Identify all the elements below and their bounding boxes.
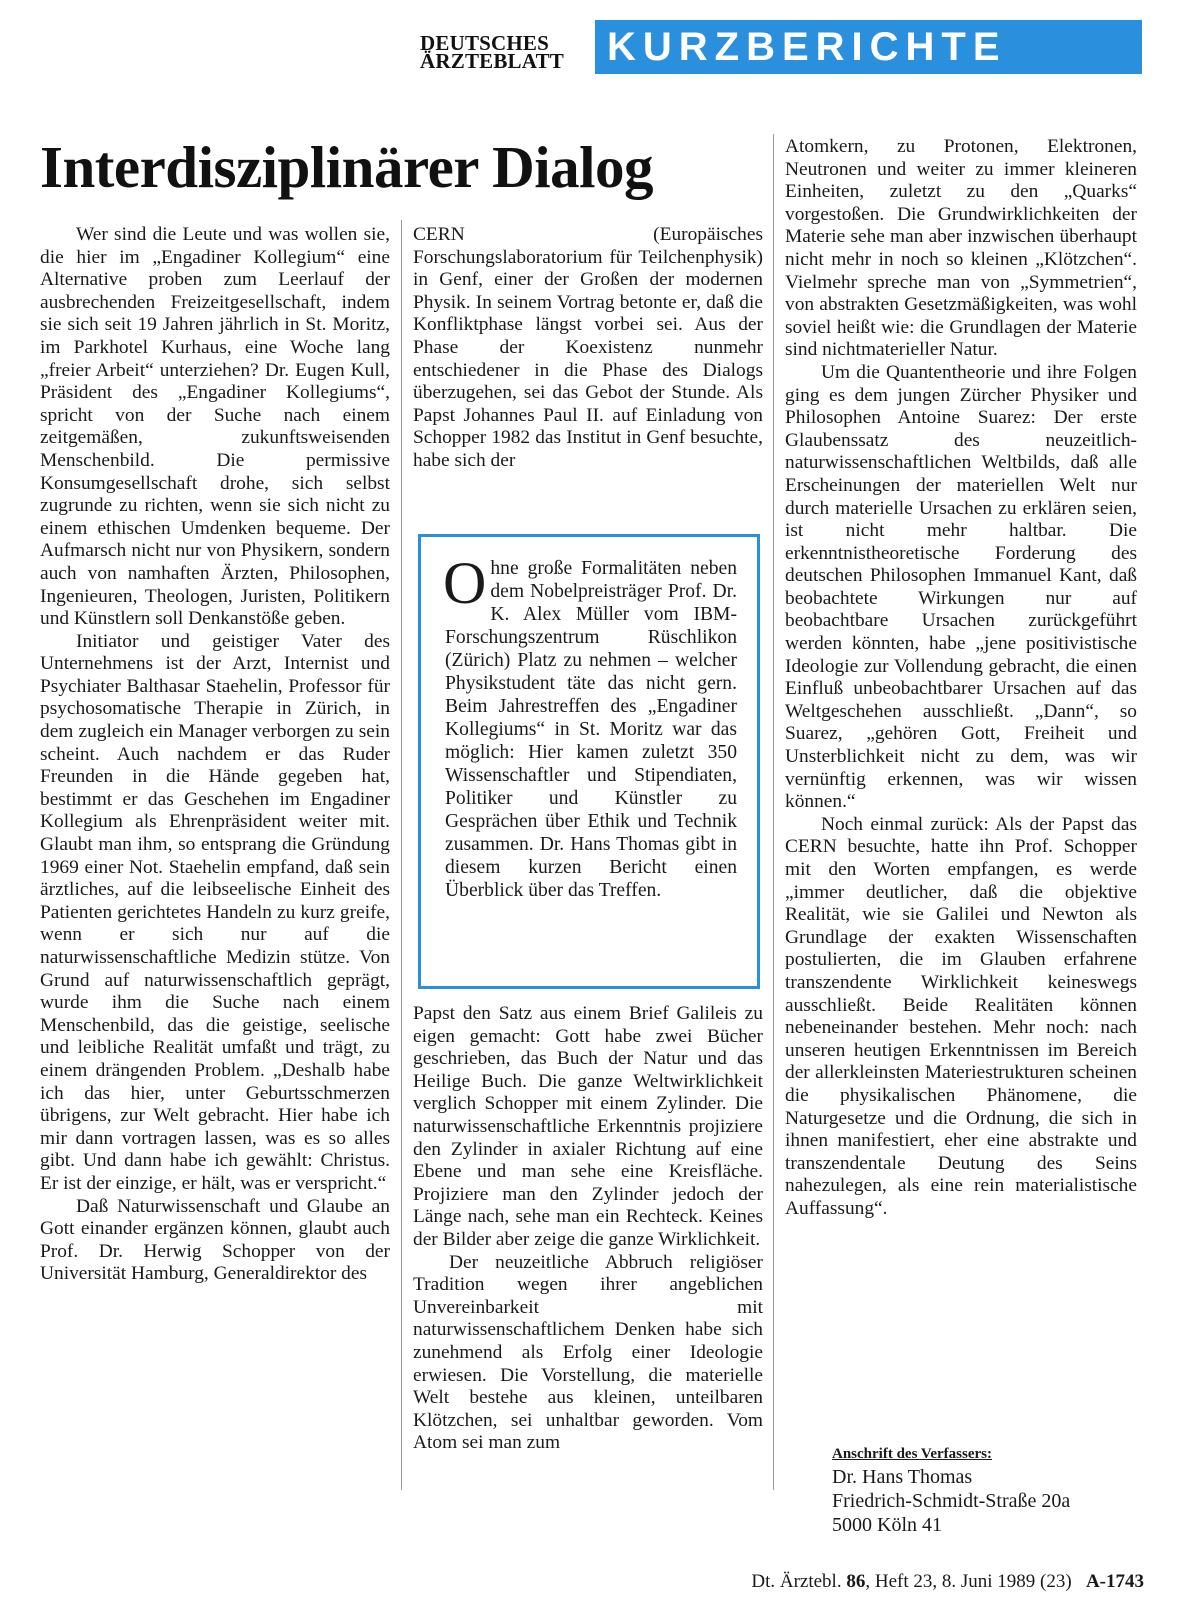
publication-line-1: DEUTSCHES (420, 31, 550, 55)
intro-text (443, 550, 737, 902)
paragraph: Um die Quantentheorie und ihre Folgen ging es dem jungen Zürcher Physiker und Philosophen Antoine Suarez: Der erste Glaubenssatz des neuzeitlich-naturwissenschaftlichen Weltbilds, daß alle Erscheinungen der materiellen Welt nur durch materielle Ursachen zu erklären seien, ist nicht mehr haltbar. Die erkenntnistheoretische Forderung des deutschen Philosophen Immanuel Kant, daß beobachtete Wirkungen nur auf beobachtbare Ursachen zurückgeführt werden könnten, habe „jene positivistische Ideologie zur Vollendung gebracht, die einen Einfluß unbeobachtbarer Ursachen auf das Weltgeschehen ausschließt. „Dann“, so Suarez, „gehören Gott, Freiheit und Unsterblichkeit nicht zu dem, was wir vernünftig erkennen, was wir wissen können.“ (785, 361, 1137, 813)
author-address (832, 1446, 1152, 1537)
author-street: Friedrich-Schmidt-Straße 20a (832, 1490, 1071, 1512)
paragraph: Atomkern, zu Protonen, Elektronen, Neutronen und weiter zu immer kleineren Einheiten, zuletzt zu den „Quarks“ vorgestoßen. Die Grundwirklichkeiten der Materie sehe man aber inzwischen überhaupt nicht mehr in noch so kleinen „Klötzchen“. Vielmehr spreche man von „Symmetrien“, von abstrakten Gesetzmäßigkeiten, was wohl soviel heißt wie: die Grundlagen der Materie sind nichtmaterieller Natur. (785, 136, 1137, 361)
section-banner: KURZBERICHTE (595, 20, 1142, 74)
paragraph: Papst den Satz aus einem Brief Galileis zu eigen gemacht: Gott habe zwei Bücher geschrieben, das Buch der Natur und das Heilige Buch. Die ganze Weltwirklichkeit verglich Schopper mit einem Zylinder. Die naturwissenschaftliche Erkenntnis projiziere den Zylinder in axialer Richtung auf eine Ebene und man sehe eine Kreisfläche. Projiziere man den Zylinder jedoch der Länge nach, sehe man ein Rechteck. Keines der Bilder aber zeige die ganze Wirklichkeit. (413, 1003, 763, 1250)
article-column-2-bottom (413, 1003, 763, 1455)
publication-line-2: ÄRZTEBLATT (420, 49, 564, 73)
paragraph: Der neuzeitliche Abbruch religiöser Tradition wegen ihrer angeblichen Unvereinbarkeit mit naturwissenschaftlichem Denken habe sich zunehmend als Erfolg einer Ideologie erwiesen. Die Vorstellung, die materielle Welt bestehe aus kleinen, unteilbaren Klötzchen, sei unhaltbar geworden. Vom Atom sei man zum (413, 1251, 763, 1454)
paragraph: CERN (Europäisches Forschungslaboratorium für Teilchenphysik) in Genf, einer der Großen der modernen Physik. In seinem Vortrag betonte er, daß die Konfliktphase längst vorbei sei. Aus der Phase der Koexistenz nunmehr entschiedener in die Phase des Dialogs überzugehen, sei das Gebot der Stunde. Als Papst Johannes Paul II. auf Einladung von Schopper 1982 das Institut in Genf besuchte, habe sich der (413, 224, 763, 471)
paragraph: Wer sind die Leute und was wollen sie, die hier im „Engadiner Kollegium“ eine Alternative proben zum Leerlauf der ausbrechenden Freizeitgesellschaft, indem sie sich seit 19 Jahren jährlich in St. Moritz, im Parkhotel Kurhaus, eine Woche lang „freier Arbeit“ unterziehen? Dr. Eugen Kull, Präsident des „Engadiner Kollegiums“, spricht von der Suche nach einem zeitgemäßen, zukunftsweisenden Menschenbild. Die permissive Konsumgesellschaft drohe, sich selbst zugrunde zu richten, wenn sie sich nicht zu einem ethischen Umdenken bequeme. Der Aufmarsch nicht nur von Physikern, sondern auch von namhaften Ärzten, Philosophen, Ingenieuren, Theologen, Juristen, Politikern und Künstlern soll Denkanstöße geben. (40, 224, 390, 630)
author-name: Dr. Hans Thomas (832, 1466, 973, 1488)
article-column-3 (785, 136, 1137, 1221)
intro-box (418, 534, 760, 989)
article-column-1 (40, 224, 390, 1286)
footer-issue: Heft 23, 8. Juni 1989 (23) (874, 1571, 1072, 1592)
paragraph: Noch einmal zurück: Als der Papst das CERN besuchte, hatte ihn Prof. Schopper mit den Worten empfangen, es werde „immer deutlicher, daß die objektive Realität, wie sie Galilei und Newton als Grundlage der exakten Wissenschaften postulierten, die im Glauben erfahrene transzendente Wirklichkeit keineswegs ausschließt. Beide Realitäten können nebeneinander bestehen. Mehr noch: nach unseren heutigen Erkenntnissen im Bereich der allerkleinsten Materiestrukturen scheinen die physikalischen Phänomene, die Naturgesetze und die Ordnung, die sich in ihnen manifestiert, eher eine abstrakte und transzendentale Deutung des Seins nahezulegen, als eine rein materialistische Auffassung“. (785, 813, 1137, 1219)
paragraph: Daß Naturwissenschaft und Glaube an Gott einander ergänzen können, glaubt auch Prof. Dr. Herwig Schopper von der Universität Hamburg, Generaldirektor des (40, 1195, 390, 1285)
article-title: Interdisziplinärer Dialog (40, 134, 654, 200)
column-divider-2 (773, 134, 774, 1490)
column-divider-1 (401, 220, 402, 1490)
publication-name (420, 31, 588, 73)
footer-journal: Dt. Ärztebl. (751, 1571, 842, 1592)
footer-volume: 86 (846, 1571, 866, 1592)
page-footer: Dt. Ärztebl. 86, Heft 23, 8. Juni 1989 (23) A-1743 (751, 1571, 1144, 1592)
author-city: 5000 Köln 41 (832, 1514, 942, 1536)
intro-body: hne große Formalitäten neben dem Nobelpreisträger Prof. Dr. K. Alex Müller vom IBM-Forschungszentrum Rüschlikon (Zürich) Platz zu nehmen – welcher Physikstudent täte das nicht gern. Beim Jahrestreffen des „Engadiner Kollegiums“ in St. Moritz war das möglich: Hier kamen zuletzt 350 Wissenschaftler und Stipendiaten, Politiker und Künstler zu Gesprächen über Ethik und Technik zusammen. Dr. Hans Thomas gibt in diesem kurzen Bericht einen Überblick über das Treffen. (445, 558, 737, 901)
masthead (420, 20, 1142, 78)
footer-page-number: A-1743 (1085, 1571, 1144, 1592)
paragraph: Initiator und geistiger Vater des Unternehmens ist der Arzt, Internist und Psychiater Balthasar Staehelin, Professor für psychosomatische Therapie in Zürich, in dem zugleich ein Manager verborgen zu sein scheint. Auch nachdem er das Ruder Freunden in die Hände gegeben hat, bestimmt er das Geschehen im Engadiner Kollegium als Ehrenpräsident weiter mit. Glaubt man ihm, so entsprang die Gründung 1969 einer Not. Staehelin empfand, daß sein ärztliches, auf die leibseelische Einheit des Patienten gerichtetes Handeln zu kurz greife, wenn er sich nur auf die naturwissenschaftliche Medizin stütze. Von Grund auf naturwissenschaftlich geprägt, wurde ihm die Suche nach einem Menschenbild, das die geistige, seelische und leibliche Realität umfaßt und trägt, zu einem drängenden Problem. „Deshalb habe ich das hier, unter Geburtsschmerzen übrigens, zur Welt gebracht. Hier habe ich mir dann vortragen lassen, was es so alles gibt. Und dann habe ich gewählt: Christus. Er ist der einzige, er hält, was er verspricht.“ (40, 630, 390, 1194)
drop-cap: O (443, 550, 487, 616)
article-column-2-top (413, 224, 763, 473)
address-label: Anschrift des Verfassers: (832, 1446, 992, 1462)
